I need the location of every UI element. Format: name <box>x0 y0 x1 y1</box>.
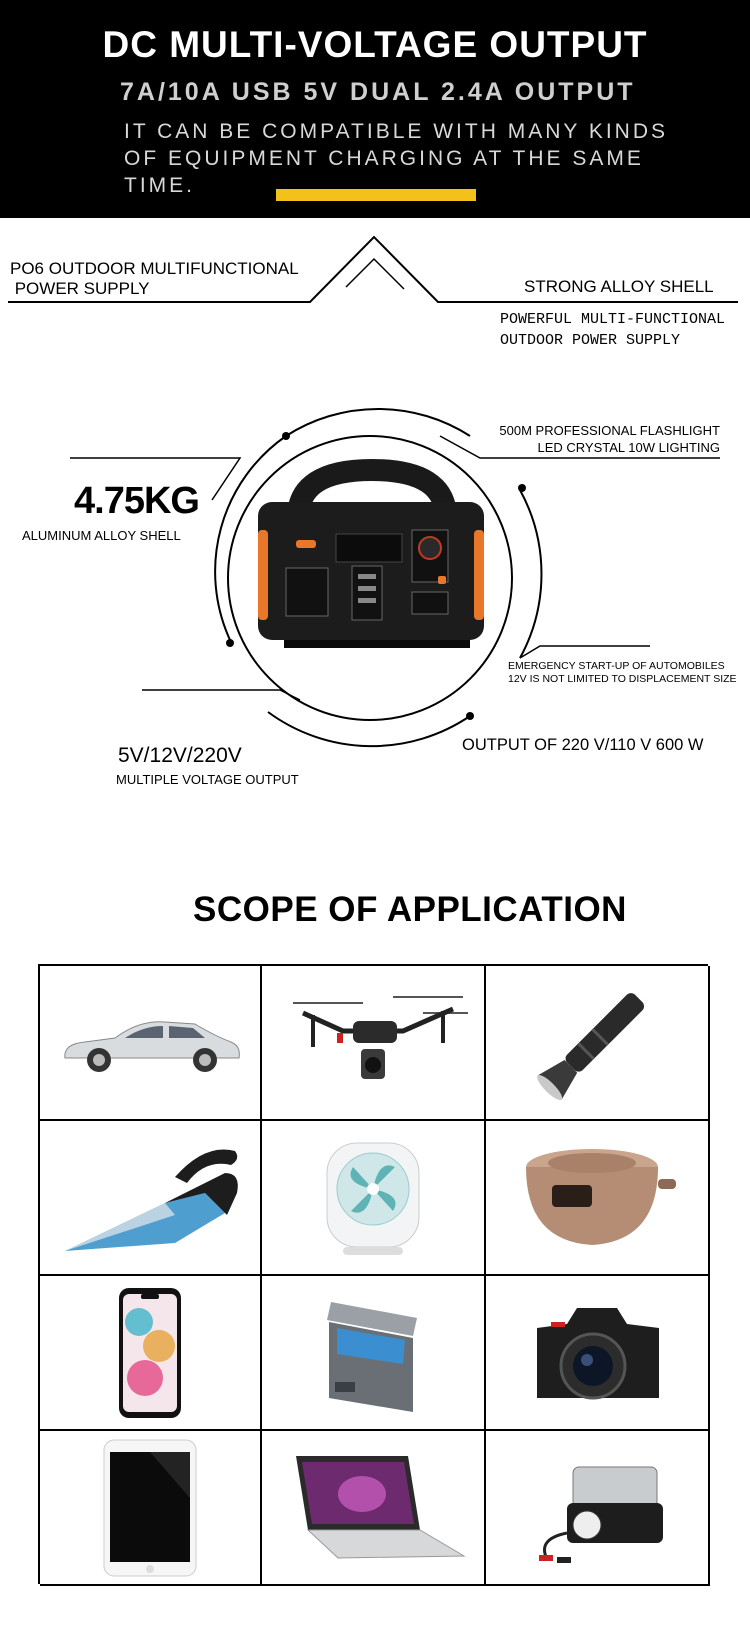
application-grid <box>38 964 708 1584</box>
grid-cell <box>262 1276 486 1431</box>
flashlight-feature <box>380 422 720 456</box>
flashlight-icon <box>522 978 672 1108</box>
dot <box>282 432 290 440</box>
rice-cooker-icon <box>512 1133 682 1263</box>
grid-cell <box>262 1121 486 1276</box>
car-icon <box>55 1008 245 1078</box>
grid-cell <box>40 1121 262 1276</box>
powerful-caption <box>500 309 725 351</box>
car-fridge-icon <box>313 1288 433 1418</box>
drone-icon <box>273 983 473 1103</box>
laptop-icon <box>278 1448 468 1568</box>
grid-cell <box>40 1431 262 1586</box>
alloy-shell-title: STRONG ALLOY SHELL <box>524 277 714 296</box>
voltage-caption: MULTIPLE VOLTAGE OUTPUT <box>116 772 299 787</box>
fan-icon <box>313 1133 433 1263</box>
banner-desc-line: OF EQUIPMENT CHARGING AT THE SAME <box>124 147 644 170</box>
flashlight-line: LED CRYSTAL 10W LIGHTING <box>537 440 720 455</box>
vacuum-icon <box>55 1133 245 1263</box>
grid-cell <box>262 1431 486 1586</box>
flashlight-line: 500M PROFESSIONAL FLASHLIGHT <box>499 423 720 438</box>
grid-cell <box>40 966 262 1121</box>
banner-subtitle: 7A/10A USB 5V DUAL 2.4A OUTPUT <box>120 78 636 106</box>
grid-cell <box>486 1276 710 1431</box>
banner-title: DC MULTI-VOLTAGE OUTPUT <box>102 24 648 65</box>
banner-desc-line: TIME. <box>124 174 195 197</box>
smartphone-icon <box>115 1286 185 1420</box>
powerful-line: POWERFUL MULTI-FUNCTIONAL <box>500 311 726 328</box>
banner-description <box>124 118 724 199</box>
yellow-accent-bar <box>276 189 476 201</box>
powerful-line: OUTDOOR POWER SUPPLY <box>500 332 681 349</box>
product-name-line: POWER SUPPLY <box>10 279 150 298</box>
grid-cell <box>486 1121 710 1276</box>
power-station-illustration <box>258 470 484 648</box>
scope-title: SCOPE OF APPLICATION <box>193 890 627 929</box>
outer-arc-bottom <box>268 712 470 746</box>
voltage-value: 5V/12V/220V <box>118 744 242 767</box>
emergency-line: EMERGENCY START-UP OF AUTOMOBILES <box>508 660 725 672</box>
camera-icon <box>527 1288 667 1418</box>
grid-cell <box>40 1276 262 1431</box>
dot <box>466 712 474 720</box>
tablet-icon <box>100 1438 200 1578</box>
top-banner <box>0 0 750 218</box>
air-compressor-icon <box>517 1443 677 1573</box>
emergency-line: 12V IS NOT LIMITED TO DISPLACEMENT SIZE <box>508 673 737 685</box>
emergency-feature <box>508 660 737 686</box>
grid-cell <box>262 966 486 1121</box>
grid-cell <box>486 966 710 1121</box>
banner-desc-line: IT CAN BE COMPATIBLE WITH MANY KINDS <box>124 120 669 143</box>
grid-cell <box>486 1431 710 1586</box>
dot <box>226 639 234 647</box>
outer-arc-right <box>520 490 541 658</box>
weight-value: 4.75KG <box>74 480 199 522</box>
weight-caption: ALUMINUM ALLOY SHELL <box>22 528 181 543</box>
output-spec: OUTPUT OF 220 V/110 V 600 W <box>462 736 704 754</box>
product-name <box>10 259 299 299</box>
product-name-line: PO6 OUTDOOR MULTIFUNCTIONAL <box>10 259 299 278</box>
dot <box>518 484 526 492</box>
